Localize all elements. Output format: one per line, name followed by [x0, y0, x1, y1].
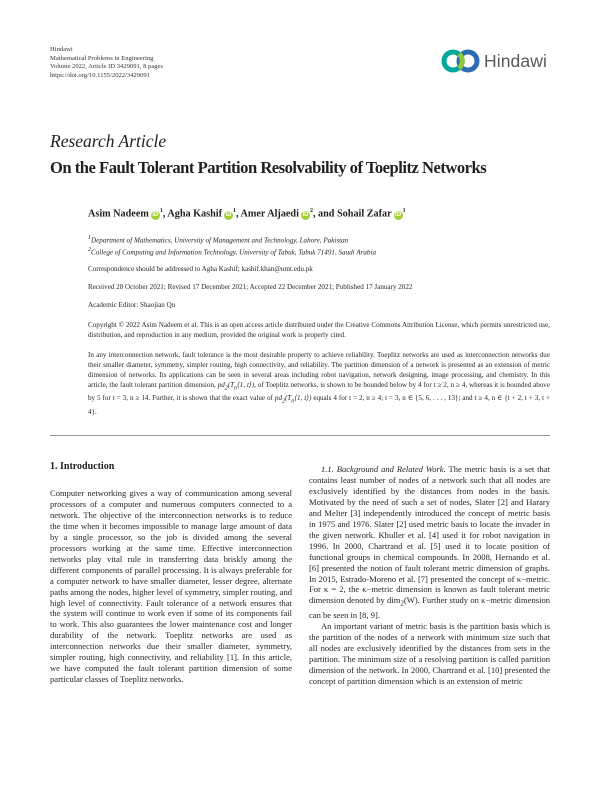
orcid-icon[interactable]: iD [225, 212, 232, 219]
author-separator: , [162, 208, 168, 220]
background-paragraph-1: 1.1. Background and Related Work. The metric basis is a set that contains least number of nodes of a network such that all nodes are exclusively identified by the distances from nodes in the basis. Motivated by the need of such a set of nodes, Slater [2] and Harary and Melter [3] independently introduced the concept of metric basis in 1975 and 1976. Slater [2] used metric basis to locate the invader in the given network. Khuller et al. [4] used it for robot navigation in 1996. In 2000, Chartrand et al. [5] used it to locate position of functional groups in chemical compounds. In 2008, Hernando et al. [6] presented the notion of fault tolerant metric dimension of graphs. In 2015, Estrado-Moreno et al. [7] presented the concept of κ−metric. For κ = 2, the κ−metric dimension is known as fault tolerant metric dimension denoted by dim$_2$(W). Further study on κ−metric dimension can be seen in [8, 9]. [309, 464, 550, 621]
author-separator: , and [312, 208, 338, 220]
affiliations [88, 233, 376, 258]
author-affil-mark: 1 [233, 208, 237, 214]
journal-volume: Volume 2022, Article ID 3429091, 8 pages [50, 63, 164, 71]
hindawi-logo-text: Hindawi [484, 51, 547, 71]
academic-editor: Academic Editor: Shaojian Qu [88, 301, 176, 309]
author-list [88, 208, 406, 220]
subsection-heading: 1.1. Background and Related Work. [321, 464, 446, 474]
publisher-name: Hindawi [50, 46, 73, 53]
publication-dates: Received 28 October 2021; Revised 17 December 2021; Accepted 22 December 2021; Published 17 January 2022 [88, 283, 413, 291]
journal-name: Mathematical Problems in Engineering [50, 54, 154, 62]
author-separator: , [236, 208, 241, 220]
background-paragraph-2: An important variant of metric basis is the partition basis which is the partition of the nodes of a network with minimum size such that all nodes are exclusively identified by the distances from sets in the partition. The minimum size of a resolving partition is called partition dimension of the network. In 2000, Chartrand et al. [10] presented the concept of partition dimension which is an extension of metric [309, 621, 550, 686]
author-name[interactable]: Asim Nadeem [88, 208, 149, 220]
section-divider [50, 435, 550, 436]
orcid-icon[interactable]: iD [302, 212, 309, 219]
author-name[interactable]: Amer Aljaedi [240, 208, 299, 220]
orcid-icon[interactable]: iD [152, 212, 159, 219]
affiliation-2: $^2$College of Computing and Information Technology, University of Tabuk, Tabuk 71491, Saudi Arabia [88, 247, 377, 257]
article-title: On the Fault Tolerant Partition Resolvability of Toeplitz Networks [50, 158, 487, 177]
journal-doi[interactable]: https://doi.org/10.1155/2022/3429091 [50, 71, 151, 79]
orcid-icon[interactable]: iD [395, 212, 402, 219]
section-heading-introduction: 1. Introduction [50, 461, 115, 472]
copyright-notice: Copyright © 2022 Asim Nadeem et al. This is an open access article distributed under the Creative Commons Attribution License, which permits unrestricted use, distribution, and reproduction in any medium, provided the original work is properly cited. [88, 321, 550, 339]
author-name[interactable]: Sohail Zafar [337, 208, 392, 220]
author-affil-mark: 2 [309, 208, 313, 214]
intro-paragraph: Computer networking gives a way of communication among several processors of a computer and numerous computers connected to a network. The objective of the interconnection networks is to reduce the time when it becomes impossible to manage large amount of data by a single processor, so the job is divided among the several processors working at the same time. Effective interconnection networks play vital rule in transferring data briskly among the different components of parallel processing. It is always preferable for a computer network to have smaller diameter, lesser degree, alternate paths among the nodes, higher level of symmetry, simpler routing, and high level of connectivity. Fault tolerance of a network ensures that the system will continue to work even if some of its components fail to work. This also guarantees the lower maintenance cost and longer durability of the network. Toeplitz networks are used as interconnection networks due their smaller diameter, symmetry, simpler routing, high connectivity, and reliability [1]. In this article, we have computed the fault tolerant partition dimension of some particular classes of Toeplitz networks. [50, 488, 292, 685]
author-affil-mark: 1 [159, 208, 163, 214]
math-pd: $pd_2(T_n⟨1$, t⟩) [274, 394, 312, 405]
correspondence: Correspondence should be addressed to Agha Kashif; kashif.khan@umt.edu.pk [88, 265, 313, 273]
abstract: In any interconnection network, fault tolerance is the most desirable property to achieve reliability. Toeplitz networks are used as interconnection networks due their smaller diameter, symmetry, simpler routing, high connectivity, and reliability. The partition dimension of a network is presented as an extension of metric dimension of networks. Its applications can be seen in several areas including robot navigation, network designing, image processing, and chemistry. In this article, the fault tolerant partition dimension, $pd_2(T_n⟨1$, t⟩), of Toeplitz networks, is shown to be bounded below by 4 for t ≥ 2, n ≥ 4, whereas it is bounded above by 5 for t = 3, n ≥ 14. Further, it is shown that the exact value of $pd_2(T_n⟨1$, t⟩) equals 4 for t = 2, n ≥ 4; t = 3, n ∈ {5, 6, . . . , 13}; and t ≥ 4, n ∈ {t + 2, t + 3, t + 4}. [88, 351, 550, 416]
math-pd: $pd_2(T_n⟨1$, t⟩) [217, 381, 255, 392]
background-section [309, 464, 550, 687]
author-affil-mark: 1 [402, 208, 406, 214]
affiliation-1: $^1$Department of Mathematics, University of Management and Technology, Lahore, Pakistan [88, 235, 349, 245]
journal-info [50, 46, 163, 80]
author-name[interactable]: Agha Kashif [167, 208, 223, 220]
hindawi-logo-icon [441, 44, 481, 78]
hindawi-logo [441, 44, 553, 78]
article-type: Research Article [50, 131, 167, 151]
